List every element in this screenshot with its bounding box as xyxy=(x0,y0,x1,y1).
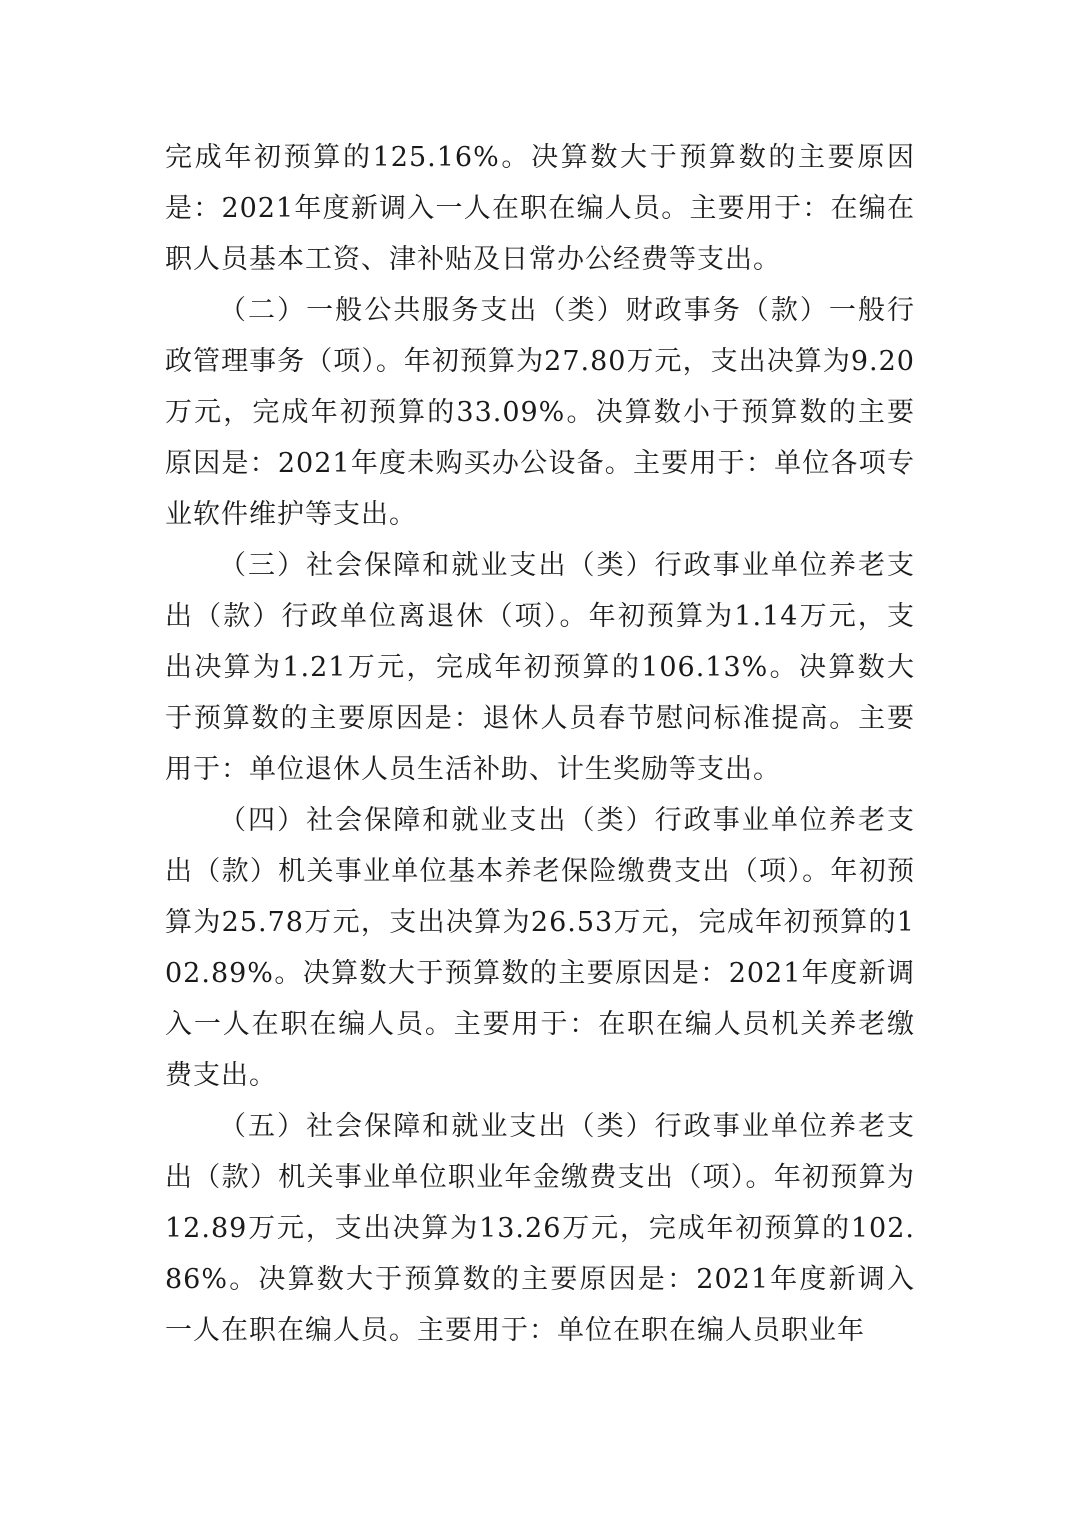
document-body xyxy=(165,132,915,1356)
paragraph-continued: 完成年初预算的125.16%。决算数大于预算数的主要原因是：2021年度新调入一人在职在编人员。主要用于：在编在职人员基本工资、津补贴及日常办公经费等支出。 xyxy=(165,142,915,275)
paragraph-retirement: （三）社会保障和就业支出（类）行政事业单位养老支出（款）行政单位离退休（项）。年初预算为1.14万元，支出决算为1.21万元，完成年初预算的106.13%。决算数大于预算数的主要原因是：退休人员春节慰问标准提高。主要用于：单位退休人员生活补助、计生奖励等支出。 xyxy=(165,550,915,785)
paragraph-occupational-annuity: （五）社会保障和就业支出（类）行政事业单位养老支出（款）机关事业单位职业年金缴费支出（项）。年初预算为12.89万元，支出决算为13.26万元，完成年初预算的102.86%。决算数大于预算数的主要原因是：2021年度新调入一人在职在编人员。主要用于：单位在职在编人员职业年 xyxy=(165,1111,915,1346)
paragraph-pension-insurance: （四）社会保障和就业支出（类）行政事业单位养老支出（款）机关事业单位基本养老保险缴费支出（项）。年初预算为25.78万元，支出决算为26.53万元，完成年初预算的102.89%。决算数大于预算数的主要原因是：2021年度新调入一人在职在编人员。主要用于：在职在编人员机关养老缴费支出。 xyxy=(165,805,915,1091)
paragraph-general-admin: （二）一般公共服务支出（类）财政事务（款）一般行政管理事务（项）。年初预算为27.80万元，支出决算为9.20万元，完成年初预算的33.09%。决算数小于预算数的主要原因是：2021年度未购买办公设备。主要用于：单位各项专业软件维护等支出。 xyxy=(165,295,915,530)
